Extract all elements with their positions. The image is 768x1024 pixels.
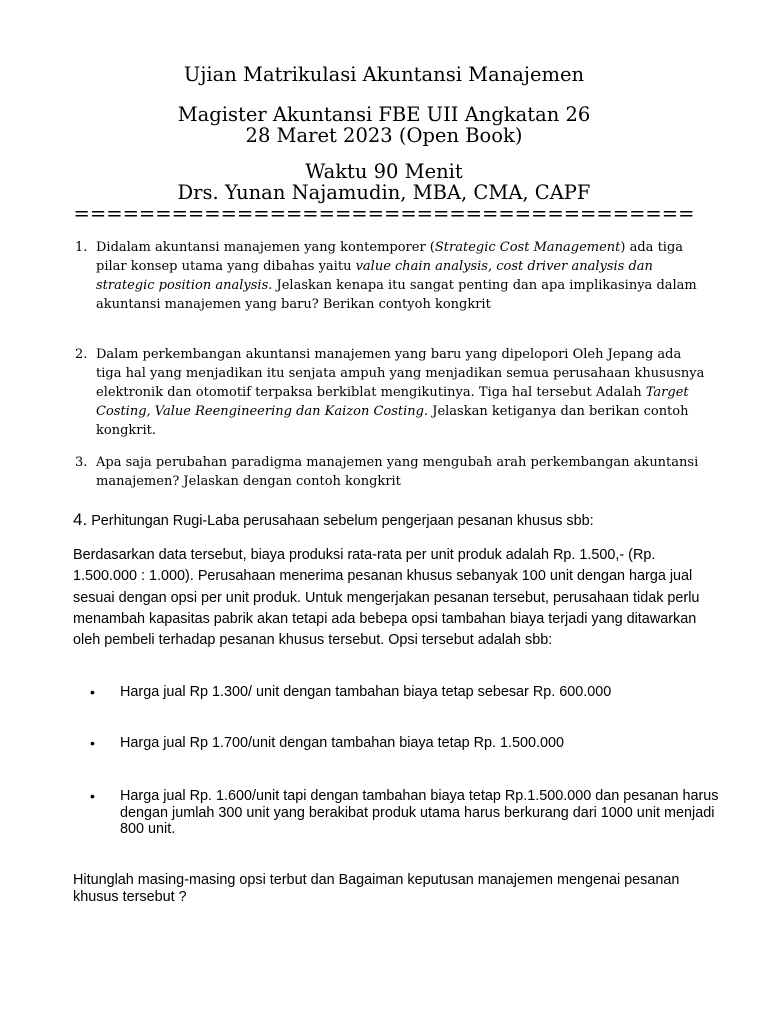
option-text: Harga jual Rp 1.700/unit dengan tambahan biaya tetap Rp. 1.500.000 — [120, 735, 565, 751]
text-run: Dalam perkembangan akuntansi manajemen yang baru yang dipelopori Oleh Jepang ada tiga hal yang menjadikan itu senjata ampuh yang menjadikan semua perusahaan khususnya elektronik dan otomotif terpaksa berkiblat mengikutinya. Tiga hal tersebut Adalah — [96, 347, 705, 400]
question-number: 1. — [75, 240, 88, 255]
italic-term: Target Costing, Value Reengineering dan Kaizon Costing. — [96, 385, 689, 419]
question-text — [96, 345, 706, 440]
question-4-paragraph: Berdasarkan data tersebut, biaya produksi rata-rata per unit produk adalah Rp. 1.500,- (Rp. 1.500.000 : 1.000). Perusahaan menerima pesanan khusus sebanyak 100 unit dengan harga jual sesuai dengan opsi per unit produk. Untuk mengerjakan pesanan tersebut, perusahaan tidak perlu menambah kapasitas pabrik akan tetapi ada bebepa opsi tambahan biaya terjadi yang ditawarkan oleh pembeli terhadap pesanan khusus tersebut. Opsi tersebut adalah sbb: — [73, 547, 700, 649]
separator-line: ====================================== — [73, 202, 695, 225]
text-run: Jelaskan kenapa itu sangat penting dan apa implikasinya dalam akuntansi manajemen yang baru? Berikan contyoh kongkrit — [96, 278, 697, 312]
question-number: 3. — [75, 455, 88, 470]
question-text: Perhitungan Rugi-Laba perusahaan sebelum pengerjaan pesanan khusus sbb: — [91, 513, 594, 529]
question-4-intro — [73, 509, 713, 532]
lecturer-name: Drs. Yunan Najamudin, MBA, CMA, CAPF — [177, 181, 591, 204]
italic-term: Strategic Cost Management — [434, 240, 621, 255]
exam-date: 28 Maret 2023 (Open Book) — [245, 124, 523, 147]
bullet-icon: • — [90, 684, 95, 700]
text-run: Apa saja perubahan paradigma manajemen yang mengubah arah perkembangan akuntansi manajemen? Jelaskan dengan contoh kongkrit — [96, 455, 699, 489]
closing-instruction: Hitunglah masing-masing opsi terbut dan Bagaiman keputusan manajemen mengenai pesanan khusus tersebut ? — [73, 872, 680, 905]
text-run: Jelaskan ketiganya dan berikan contoh kongkrit. — [96, 404, 689, 438]
question-text — [96, 238, 706, 314]
exam-title: Ujian Matrikulasi Akuntansi Manajemen — [183, 63, 585, 86]
text-run: ) ada tiga pilar konsep utama yang dibahas yaitu — [96, 240, 684, 274]
question-text — [96, 453, 706, 491]
exam-duration: Waktu 90 Menit — [305, 160, 463, 183]
question-number: 4. — [73, 510, 88, 529]
italic-term: value chain analysis, cost driver analysis dan strategic position analysis. — [96, 259, 653, 293]
question-number: 2. — [75, 347, 88, 362]
bullet-icon: • — [90, 788, 95, 804]
bullet-icon: • — [90, 735, 95, 751]
text-run: Didalam akuntansi manajemen yang kontemporer ( — [96, 240, 435, 255]
option-text: Harga jual Rp 1.300/ unit dengan tambahan biaya tetap sebesar Rp. 600.000 — [120, 684, 612, 700]
option-text: Harga jual Rp. 1.600/unit tapi dengan tambahan biaya tetap Rp.1.500.000 dan pesanan harus dengan jumlah 300 unit yang berakibat produk utama harus berkurang dari 1000 unit menjadi 800 unit. — [120, 788, 719, 837]
program-title: Magister Akuntansi FBE UII Angkatan 26 — [177, 103, 591, 126]
